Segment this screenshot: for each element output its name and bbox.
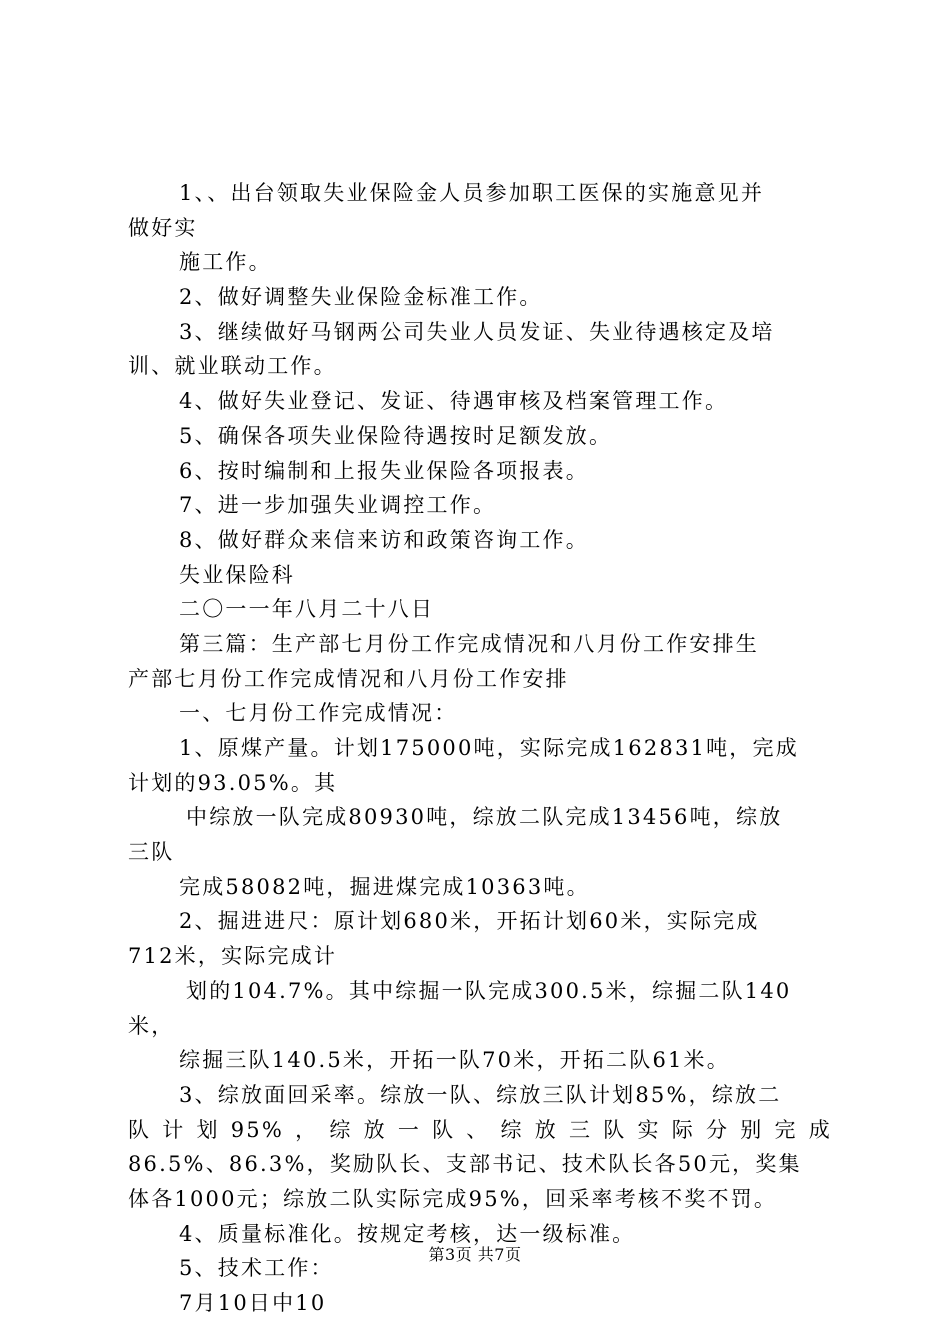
text-line: 1、、出台领取失业保险金人员参加职工医保的实施意见并	[179, 181, 765, 205]
text-line: 队计划95%，综放一队、综放三队实际分别完成	[128, 1117, 832, 1142]
text-line: 2、做好调整失业保险金标准工作。	[179, 285, 543, 310]
text-line: 712米，实际完成计	[128, 944, 338, 969]
text-line: 6、按时编制和上报失业保险各项报表。	[179, 458, 589, 483]
section-heading-cont: 产部七月份工作完成情况和八月份工作安排	[128, 666, 569, 691]
text-line: 完成58082吨，掘进煤完成10363吨。	[179, 874, 590, 899]
text-line: 综掘三队140.5米，开拓一队70米，开拓二队61米。	[179, 1048, 730, 1073]
signature-department: 失业保险科	[179, 562, 295, 587]
document-body	[128, 176, 832, 1321]
text-line: 中综放一队完成80930吨，综放二队完成13456吨，综放	[186, 805, 783, 830]
text-line: 训、就业联动工作。	[128, 354, 337, 379]
subsection-heading: 一、七月份工作完成情况：	[179, 701, 458, 726]
text-line: 7月10日中10	[179, 1291, 327, 1315]
text-line: 计划的93.05%。其	[128, 770, 338, 795]
section-heading: 第三篇：生产部七月份工作完成情况和八月份工作安排生	[179, 631, 759, 656]
text-line: 做好实	[128, 215, 198, 240]
text-line: 7、进一步加强失业调控工作。	[179, 493, 497, 518]
text-line: 施工作。	[179, 250, 272, 275]
text-line: 3、继续做好马钢两公司失业人员发证、失业待遇核定及培	[179, 319, 775, 344]
text-line: 体各1000元；综放二队实际完成95%，回采率考核不奖不罚。	[128, 1186, 778, 1211]
text-line: 1、原煤产量。计划175000吨，实际完成162831吨，完成	[179, 736, 799, 760]
text-line: 4、质量标准化。按规定考核，达一级标准。	[179, 1221, 636, 1246]
text-line: 三队	[128, 840, 175, 865]
text-line: 2、掘进进尺：原计划680米，开拓计划60米，实际完成	[179, 909, 760, 934]
text-line: 5、技术工作：	[179, 1256, 334, 1281]
text-line: 米，	[128, 1013, 175, 1038]
signature-date: 二〇一一年八月二十八日	[179, 597, 435, 622]
text-line: 8、做好群众来信来访和政策咨询工作。	[179, 527, 589, 552]
text-line: 86.5%、86.3%，奖励队长、支部书记、技术队长各50元，奖集	[128, 1152, 802, 1177]
page-number-footer: 第3页 共7页	[428, 1245, 522, 1264]
text-line: 3、综放面回采率。综放一队、综放三队计划85%，综放二	[179, 1082, 782, 1107]
text-line: 5、确保各项失业保险待遇按时足额发放。	[179, 423, 613, 448]
text-line: 4、做好失业登记、发证、待遇审核及档案管理工作。	[179, 389, 729, 414]
text-line: 划的104.7%。其中综掘一队完成300.5米，综掘二队140	[186, 978, 792, 1003]
